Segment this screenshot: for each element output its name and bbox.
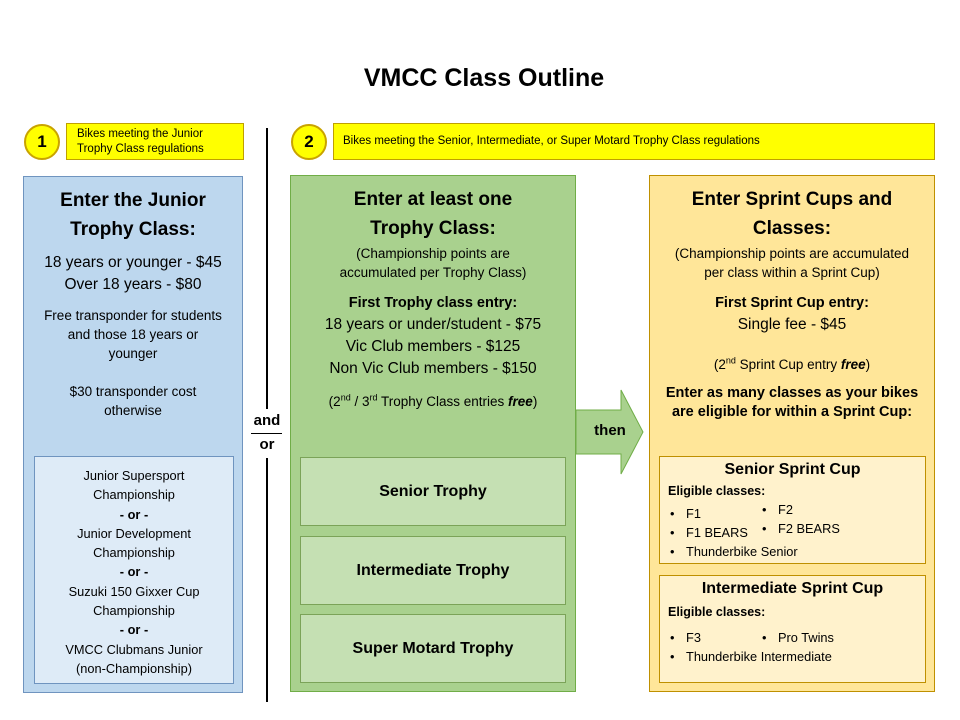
- eligible-label: Eligible classes:: [668, 605, 766, 619]
- option-line: (non-Championship): [76, 660, 192, 676]
- transponder-cost-line: otherwise: [104, 403, 162, 418]
- step-1-note-line: Bikes meeting the Junior: [77, 128, 203, 140]
- trophy-heading-line: Enter at least one: [353, 189, 513, 210]
- junior-transponder-note: [24, 306, 242, 363]
- transponder-line: younger: [108, 346, 158, 361]
- class-list: [668, 504, 748, 542]
- intermediate-trophy-box: Intermediate Trophy: [300, 536, 566, 605]
- class-item: • Thunderbike Intermediate: [668, 647, 925, 666]
- class-list: [668, 647, 925, 666]
- class-item: • Thunderbike Senior: [668, 542, 925, 561]
- sprint-heading: [650, 185, 934, 243]
- sprint-fee: Single fee - $45: [737, 316, 847, 333]
- points-line: (Championship points are: [356, 246, 510, 261]
- trophy-fee: 18 years or under/student - $75: [324, 316, 542, 333]
- transponder-line: Free transponder for students: [44, 308, 222, 323]
- points-line: per class within a Sprint Cup): [704, 265, 880, 280]
- junior-transponder-cost: [24, 382, 242, 420]
- class-item: • F2 BEARS: [760, 519, 840, 538]
- or-separator: - or -: [119, 564, 149, 580]
- sprint-points-note: [650, 244, 934, 282]
- sprint-entry-heading: First Sprint Cup entry:: [715, 295, 869, 311]
- class-item: • F1 BEARS: [668, 523, 748, 542]
- eligible-label: Eligible classes:: [668, 484, 766, 498]
- trophy-heading-line: Trophy Class:: [370, 218, 496, 239]
- cup-title: Intermediate Sprint Cup: [701, 580, 884, 597]
- class-item: • F1: [668, 504, 748, 523]
- option-line: Championship: [93, 487, 175, 503]
- or-label: or: [259, 436, 275, 453]
- then-label: then: [594, 422, 626, 439]
- class-item: • Pro Twins: [760, 628, 834, 647]
- trophy-fees: [291, 314, 575, 380]
- junior-heading-line: Enter the Junior: [60, 190, 206, 211]
- and-label: and: [253, 412, 281, 429]
- class-list: [760, 500, 840, 538]
- option-line: VMCC Clubmans Junior: [65, 641, 203, 657]
- intermediate-sprint-cup-box: [659, 575, 926, 683]
- option-line: Championship: [93, 545, 175, 561]
- trophy-points-note: [291, 244, 575, 282]
- trophy-entry-heading: First Trophy class entry:: [348, 295, 518, 311]
- step-2-badge: 2: [291, 124, 327, 160]
- class-list: [668, 542, 925, 561]
- trophy-extra-entries: (2nd / 3rd Trophy Class entries free): [328, 392, 538, 409]
- transponder-line: and those 18 years or: [67, 327, 199, 342]
- page-title: VMCC Class Outline: [363, 64, 605, 92]
- option-line: Junior Supersport: [83, 468, 185, 483]
- trophy-fee: Vic Club members - $125: [345, 338, 521, 355]
- points-line: accumulated per Trophy Class): [339, 265, 527, 280]
- transponder-cost-line: $30 transponder cost: [69, 384, 197, 399]
- junior-fees: [24, 252, 242, 296]
- junior-fee: 18 years or younger - $45: [44, 254, 222, 271]
- trophy-fee: Non Vic Club members - $150: [329, 360, 537, 377]
- step-2-note-text: Bikes meeting the Senior, Intermediate, or Super Motard Trophy Class regulations: [343, 135, 760, 147]
- sprint-heading-line: Enter Sprint Cups and: [691, 189, 893, 210]
- sprint-enter-note: [650, 384, 934, 422]
- junior-championship-options: [34, 456, 234, 684]
- super-motard-trophy-box: Super Motard Trophy: [300, 614, 566, 683]
- enter-line: are eligible for within a Sprint Cup:: [671, 404, 913, 420]
- sprint-heading-line: Classes:: [752, 218, 832, 239]
- junior-heading: [24, 186, 242, 244]
- or-separator: - or -: [119, 622, 149, 638]
- option-line: Suzuki 150 Gixxer Cup: [68, 583, 200, 599]
- step-1-note-line: Trophy Class regulations: [77, 143, 204, 155]
- sprint-extra-entry: (2nd Sprint Cup entry free): [713, 355, 871, 372]
- senior-trophy-box: Senior Trophy: [300, 457, 566, 526]
- senior-sprint-cup-box: [659, 456, 926, 564]
- step-1-note: [66, 123, 244, 160]
- divider-top: [266, 128, 268, 409]
- class-item: • F2: [760, 500, 840, 519]
- points-line: (Championship points are accumulated: [674, 246, 910, 261]
- trophy-heading: [291, 185, 575, 243]
- cup-title: Senior Sprint Cup: [724, 461, 861, 478]
- and-or-separator: [251, 433, 282, 434]
- class-item: • F3: [668, 628, 701, 647]
- step-1-badge: 1: [24, 124, 60, 160]
- class-list: [760, 628, 834, 647]
- class-list: [668, 628, 701, 647]
- option-line: Junior Development: [77, 525, 191, 541]
- or-separator: - or -: [119, 506, 149, 522]
- junior-heading-line: Trophy Class:: [70, 219, 196, 240]
- step-2-note: [333, 123, 935, 160]
- junior-fee: Over 18 years - $80: [64, 276, 202, 293]
- divider-bottom: [266, 458, 268, 702]
- option-line: Championship: [93, 603, 175, 619]
- enter-line: Enter as many classes as your bikes: [665, 385, 919, 401]
